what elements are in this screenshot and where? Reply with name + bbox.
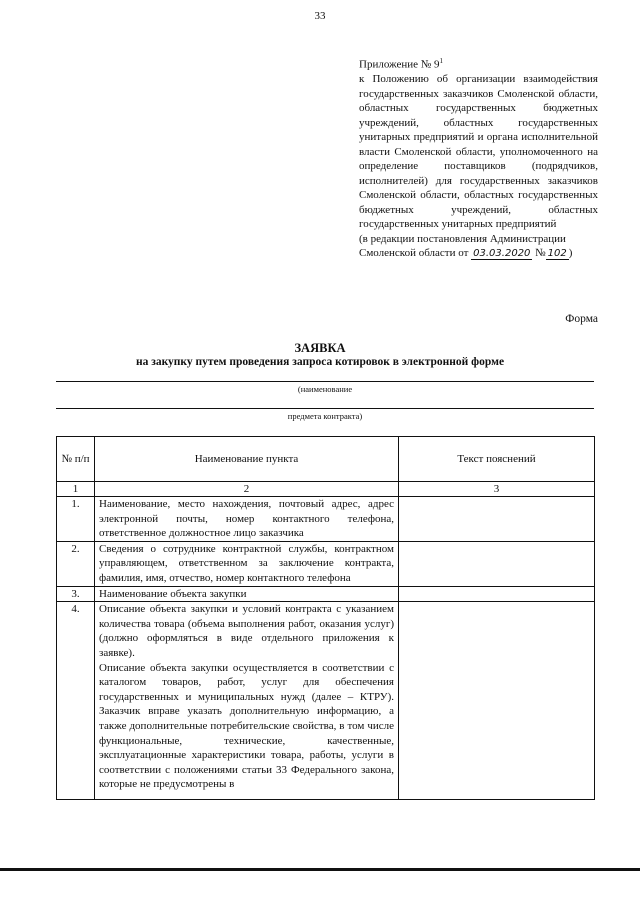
- table-header-row: [57, 437, 595, 482]
- edition-suffix: ): [568, 247, 573, 260]
- edition-number: 102: [547, 248, 567, 260]
- row-item-name: [95, 602, 399, 800]
- row-explanation: [399, 602, 595, 800]
- fill-line-2: [56, 408, 594, 409]
- row-explanation: [399, 497, 595, 542]
- row-item-name: Сведения о сотруднике контрактной службы, контрактном управляющем, ответственном за заключение контракта, фамилия, имя, отчество, номер контактного телефона: [95, 541, 399, 586]
- column-header-text: Текст пояснений: [399, 437, 595, 482]
- row-number: 4.: [57, 602, 95, 800]
- column-header-num: № п/п: [57, 437, 95, 482]
- row-item-name: Наименование объекта закупки: [95, 586, 399, 602]
- line-caption-2: предмета контракта): [287, 411, 363, 421]
- row-item-paragraph: Описание объекта закупки осуществляется в соответствии с каталогом товаров, работ, услуг для обеспечения государственных и муниципальных нужд (далее – КТРУ). Заказчик вправе указать дополнительную информацию, а также дополнительные потребительские свойства, в том числе функциональные, технические, качественные, эксплуатационные характеристики товара, работы, услуги в соответствии с положениями статьи 33 Федерального закона, которые не предусмотрены в: [99, 661, 394, 791]
- appendix-title-text: Приложение № 9: [359, 58, 440, 71]
- index-cell: 1: [57, 482, 95, 497]
- form-table: [56, 436, 595, 800]
- page-number: 33: [314, 10, 326, 22]
- table-row: [57, 586, 595, 602]
- row-item-name: Наименование, место нахождения, почтовый адрес, адрес электронной почты, номер контактного телефона, ответственное должностное лицо заказчика: [95, 497, 399, 542]
- row-explanation: [399, 586, 595, 602]
- table-row: [57, 541, 595, 586]
- row-item-paragraph: Описание объекта закупки и условий контракта с указанием количества товара (объема выполнения работ, оказания услуг) (должно оформляться в виде отдельного приложения к заявке).: [99, 603, 394, 659]
- appendix-edition: [359, 232, 598, 262]
- row-explanation: [399, 541, 595, 586]
- table-row: [57, 497, 595, 542]
- appendix-title: [359, 54, 598, 72]
- document-title: ЗАЯВКА: [294, 341, 346, 355]
- row-number: 2.: [57, 541, 95, 586]
- index-cell: 3: [399, 482, 595, 497]
- edition-date: 03.03.2020: [473, 248, 531, 260]
- table-row: [57, 602, 595, 800]
- bottom-border-bar: [0, 868, 640, 871]
- appendix-block: [359, 54, 598, 262]
- edition-prefix: (в редакции постановления Администрации Смоленской области от: [359, 232, 566, 260]
- appendix-text: к Положению об организации взаимодействия государственных заказчиков Смоленской области, областных государственных бюджетных учреждений, областных государственных унитарных предприятий и органа исполнительной власти Смоленской области, уполномоченного на определение поставщиков (подрядчиков, исполнителей) для государственных заказчиков Смоленской области, областных государственных бюджетных учреждений, областных государственных унитарных предприятий: [359, 73, 598, 231]
- line-caption-1: (наименование: [297, 384, 353, 394]
- row-number: 1.: [57, 497, 95, 542]
- document-subtitle: на закупку путем проведения запроса котировок в электронной форме: [135, 356, 505, 368]
- row-number: 3.: [57, 586, 95, 602]
- index-cell: 2: [95, 482, 399, 497]
- appendix-title-superscript: 1: [439, 57, 444, 65]
- column-header-name: Наименование пункта: [95, 437, 399, 482]
- table-index-row: [57, 482, 595, 497]
- fill-line-1: [56, 381, 594, 382]
- edition-number-label: №: [535, 247, 546, 260]
- form-label: Форма: [565, 313, 598, 325]
